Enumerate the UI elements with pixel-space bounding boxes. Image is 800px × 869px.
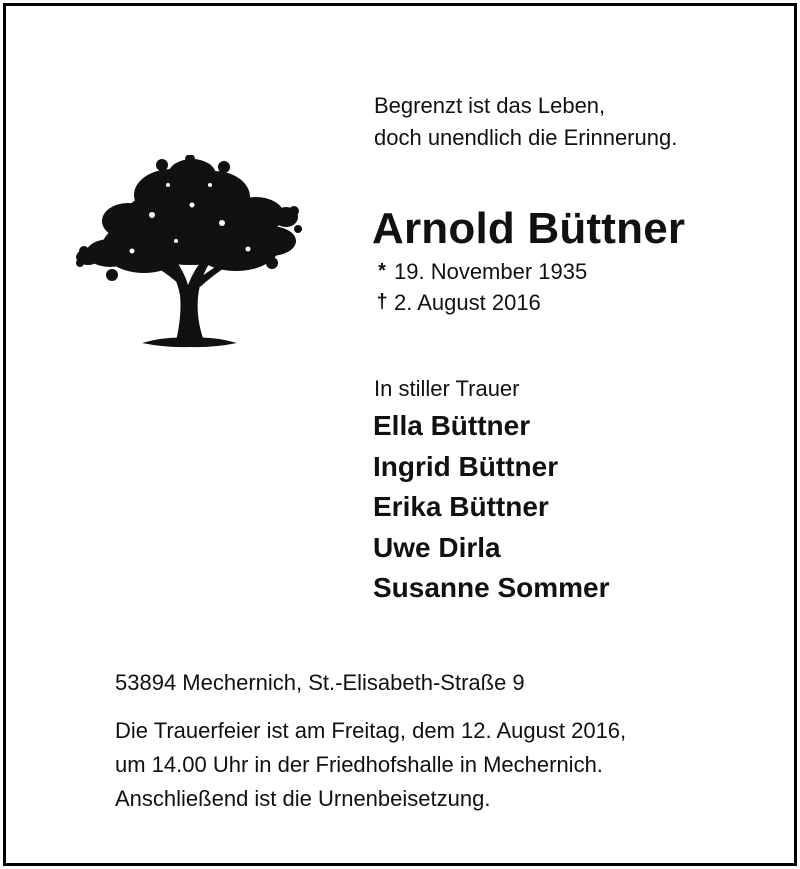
- mourner-name: Ingrid Büttner: [373, 450, 559, 482]
- memorial-quote: [374, 90, 677, 154]
- mourner-name: Susanne Sommer: [373, 572, 610, 603]
- ceremony-info: [115, 714, 626, 816]
- life-dates: [374, 256, 587, 318]
- birth-date: 19. November 1935: [394, 259, 588, 284]
- ceremony-line-3: Anschließend ist die Urnenbeisetzung.: [115, 786, 491, 811]
- address: 53894 Mechernich, St.-Elisabeth-Straße 9: [115, 670, 525, 695]
- ceremony-line-2: um 14.00 Uhr in der Friedhofshalle in Mechernich.: [115, 752, 603, 777]
- deceased-name: Arnold Büttner: [372, 204, 686, 253]
- death-cross-icon: †: [376, 291, 388, 313]
- tree-icon: [72, 155, 307, 355]
- death-row: [374, 287, 587, 318]
- birth-star-icon: *: [378, 260, 386, 282]
- mourner-name: Uwe Dirla: [373, 531, 501, 563]
- mourners-intro: In stiller Trauer: [374, 376, 520, 401]
- mourner-name: Ella Büttner: [373, 410, 531, 441]
- ceremony-line-1: Die Trauerfeier ist am Freitag, dem 12. August 2016,: [115, 718, 627, 743]
- quote-line-2: doch unendlich die Erinnerung.: [374, 125, 678, 150]
- death-date: 2. August 2016: [394, 290, 541, 315]
- mourner-name: Erika Büttner: [373, 491, 549, 522]
- birth-row: [374, 256, 587, 287]
- quote-line-1: Begrenzt ist das Leben,: [374, 93, 606, 118]
- mourner-list: [373, 406, 610, 609]
